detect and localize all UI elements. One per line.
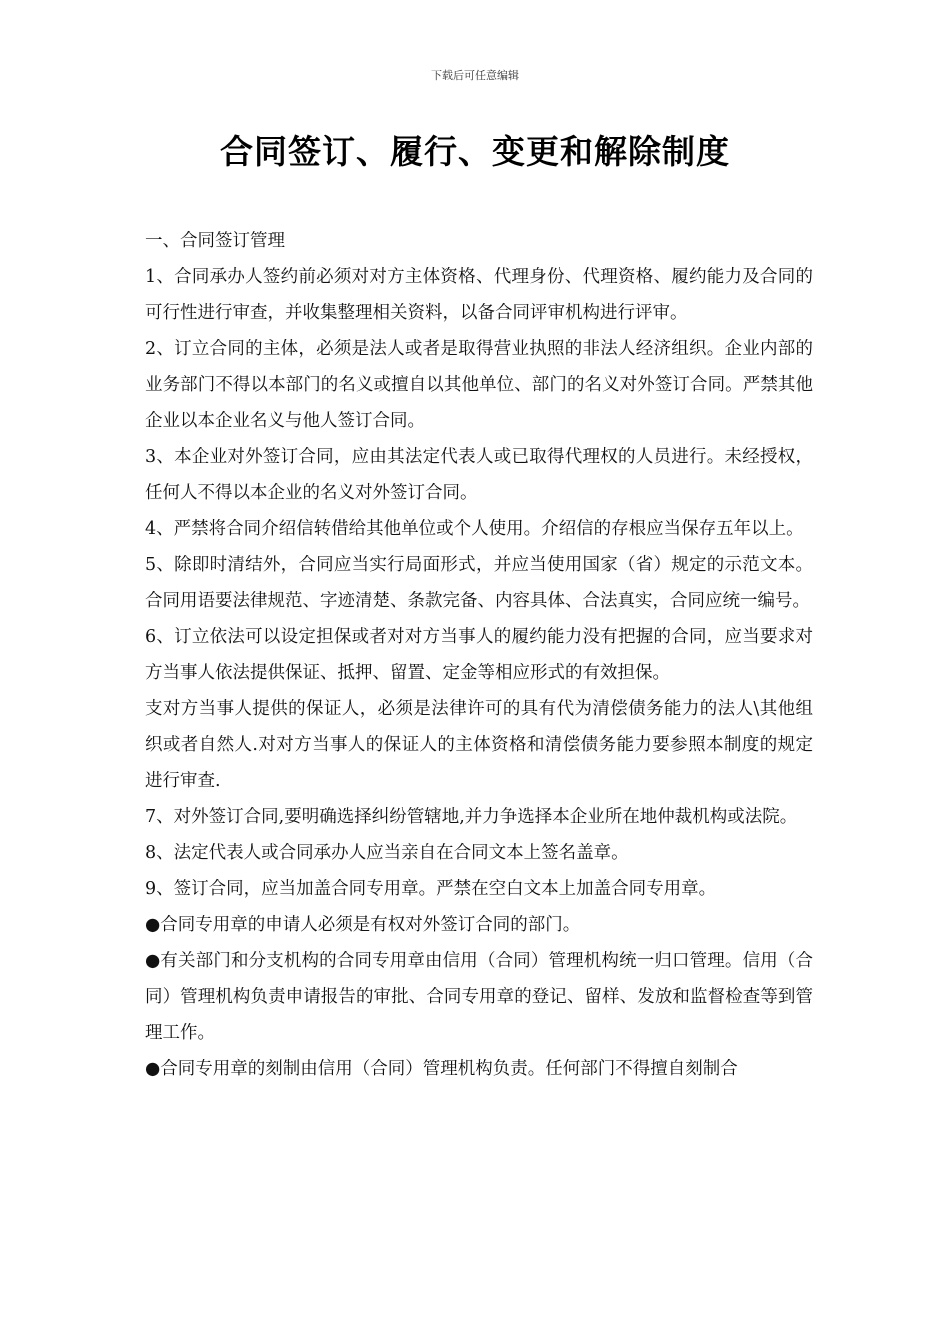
document-body [145, 223, 813, 1087]
header-note: 下载后可任意编辑 [431, 69, 519, 82]
paragraph: 8、法定代表人或合同承办人应当亲自在合同文本上签名盖章。 [145, 843, 629, 863]
bullet-item: ●合同专用章的申请人必须是有权对外签订合同的部门。 [145, 915, 581, 935]
paragraph: 7、对外签订合同,要明确选择纠纷管辖地,并力争选择本企业所在地仲裁机构或法院。 [145, 807, 798, 827]
document-title: 合同签订、履行、变更和解除制度 [220, 132, 730, 171]
paragraph: 4、严禁将合同介绍信转借给其他单位或个人使用。介绍信的存根应当保存五年以上。 [145, 519, 804, 539]
paragraph: 3、本企业对外签订合同，应由其法定代表人或已取得代理权的人员进行。未经授权，任何人不得以本企业的名义对外签订合同。 [145, 447, 813, 503]
bullet-item: ●有关部门和分支机构的合同专用章由信用（合同）管理机构统一归口管理。信用（合同）管理机构负责申请报告的审批、合同专用章的登记、留样、发放和监督检查等到管理工作。 [145, 951, 813, 1043]
paragraph: 6、订立依法可以设定担保或者对对方当事人的履约能力没有把握的合同，应当要求对方当事人依法提供保证、抵押、留置、定金等相应形式的有效担保。 [145, 627, 813, 683]
paragraph: 支对方当事人提供的保证人，必须是法律许可的具有代为清偿债务能力的法人\其他组织或者自然人.对对方当事人的保证人的主体资格和清偿债务能力要参照本制度的规定进行审查. [145, 699, 813, 791]
paragraph: 5、除即时清结外，合同应当实行局面形式，并应当使用国家（省）规定的示范文本。合同用语要法律规范、字迹清楚、条款完备、内容具体、合法真实，合同应统一编号。 [145, 555, 813, 611]
paragraph: 9、签订合同，应当加盖合同专用章。严禁在空白文本上加盖合同专用章。 [145, 879, 717, 899]
section-heading: 一、合同签订管理 [145, 231, 285, 251]
paragraph: 1、合同承办人签约前必须对对方主体资格、代理身份、代理资格、履约能力及合同的可行性进行审查，并收集整理相关资料，以备合同评审机构进行评审。 [145, 267, 813, 323]
paragraph: 2、订立合同的主体，必须是法人或者是取得营业执照的非法人经济组织。企业内部的业务部门不得以本部门的名义或擅自以其他单位、部门的名义对外签订合同。严禁其他企业以本企业名义与他人签订合同。 [145, 339, 813, 431]
bullet-item: ●合同专用章的刻制由信用（合同）管理机构负责。任何部门不得擅自刻制合 [145, 1059, 738, 1079]
